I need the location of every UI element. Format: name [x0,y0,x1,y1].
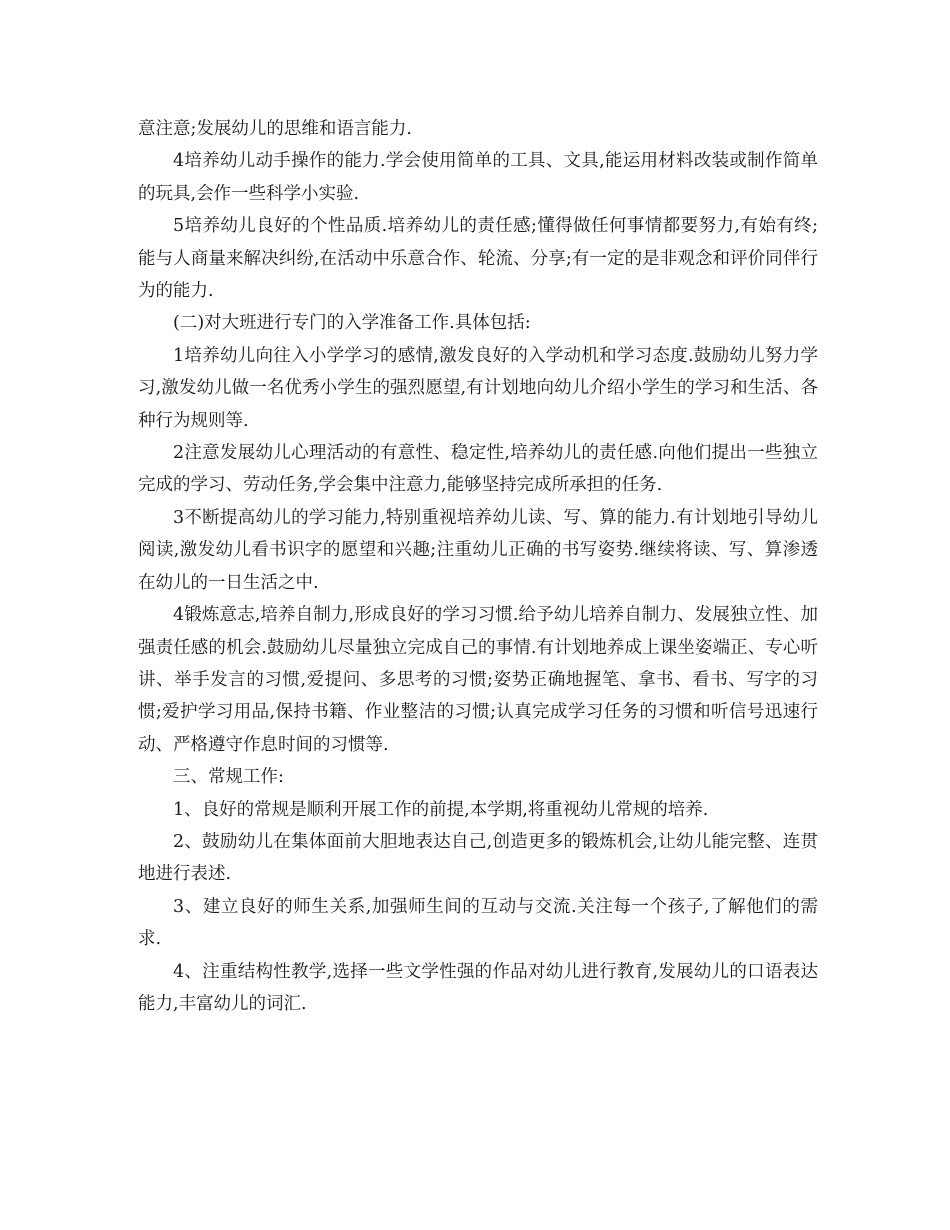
paragraph: 4培养幼儿动手操作的能力.学会使用简单的工具、文具,能运用材料改装或制作简单的玩具,会作一些科学小实验. [138,151,818,204]
paragraph: 2注意发展幼儿心理活动的有意性、稳定性,培养幼儿的责任感.向他们提出一些独立完成的学习、劳动任务,学会集中注意力,能够坚持完成所承担的任务. [138,443,818,496]
paragraph: 4、注重结构性教学,选择一些文学性强的作品对幼儿进行教育,发展幼儿的口语表达能力,丰富幼儿的词汇. [138,961,818,1014]
paragraph: 1、良好的常规是顺利开展工作的前提,本学期,将重视幼儿常规的培养. [173,799,709,820]
paragraph: 4锻炼意志,培养自制力,形成良好的学习习惯.给予幼儿培养自制力、发展独立性、加强责任感的机会.鼓励幼儿尽量独立完成自己的事情.有计划地养成上课坐姿端正、专心听讲、举手发言的习惯,爱提问、多思考的习惯;姿势正确地握笔、拿书、看书、写字的习惯;爱护学习用品,保持书籍、作业整洁的习惯;认真完成学习任务的习惯和听信号迅速行动、严格遵守作息时间的习惯等. [138,605,818,755]
paragraph: 5培养幼儿良好的个性品质.培养幼儿的责任感;懂得做任何事情都要努力,有始有终;能与人商量来解决纠纷,在活动中乐意合作、轮流、分享;有一定的是非观念和评价同伴行为的能力. [138,216,818,302]
paragraph: 3、建立良好的师生关系,加强师生间的互动与交流.关注每一个孩子,了解他们的需求. [138,896,818,950]
paragraph: 1培养幼儿向往入小学学习的感情,激发良好的入学动机和学习态度.鼓励幼儿努力学习,激发幼儿做一名优秀小学生的强烈愿望,有计划地向幼儿介绍小学生的学习和生活、各种行为规则等. [138,345,818,431]
paragraph: 3不断提高幼儿的学习能力,特别重视培养幼儿读、写、算的能力.有计划地引导幼儿阅读,激发幼儿看书识字的愿望和兴趣;注重幼儿正确的书写姿势.继续将读、写、算渗透在幼儿的一日生活之中. [138,507,818,593]
paragraph: 意注意;发展幼儿的思维和语言能力. [138,119,412,139]
section-heading: (二)对大班进行专门的入学准备工作.具体包括: [173,313,531,334]
paragraph: 2、鼓励幼儿在集体面前大胆地表达自己,创造更多的锻炼机会,让幼儿能完整、连贯地进行表述. [138,831,818,885]
document-body [138,113,818,1020]
section-heading: 三、常规工作: [173,767,284,788]
